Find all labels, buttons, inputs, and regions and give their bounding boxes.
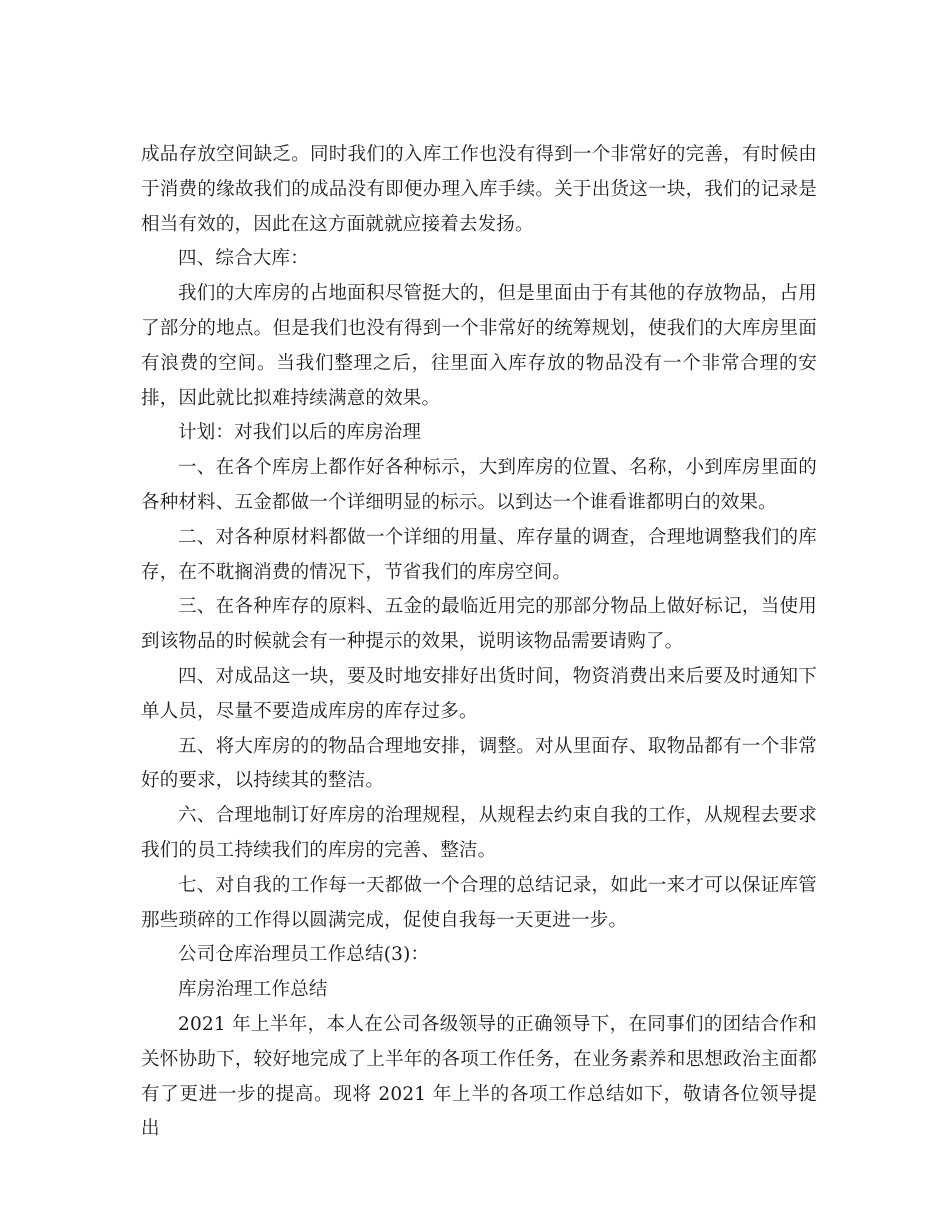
plan-item-5: 五、将大库房的的物品合理地安排，调整。对从里面存、取物品都有一个非常好的要求，以持续其的整洁。 [141,735,817,792]
paragraph-warehouse: 我们的大库房的占地面积尽管挺大的，但是里面由于有其他的存放物品，占用了部分的地点。但是我们也没有得到一个非常好的统筹规划，使我们的大库房里面有浪费的空间。当我们整理之后，往里面入库存放的物品没有一个非常合理的安排，因此就比拟难持续满意的效果。 [141,283,817,409]
heading-plan: 计划：对我们以后的库房治理 [178,422,422,444]
section-title-summary-3: 公司仓库治理员工作总结(3)： [178,944,430,966]
heading-section-four: 四、综合大库： [178,248,309,270]
plan-item-1: 一、在各个库房上都作好各种标示，大到库房的位置、名称，小到库房里面的各种材料、五金都做一个详细明显的标示。以到达一个谁看谁都明白的效果。 [141,457,817,513]
paragraph-summary-intro: 2021 年上半年，本人在公司各级领导的正确领导下，在同事们的团结合作和关怀协助下，较好地完成了上半年的各项工作任务，在业务素养和思想政治主面都有了更进一步的提高。现将 2021 年上半的各项工作总结如下，敬请各位领导提出 [141,1013,817,1140]
plan-item-3: 三、在各种库存的原料、五金的最临近用完的那部分物品上做好标记，当使用到该物品的时候就会有一种提示的效果，说明该物品需要请购了。 [141,596,817,653]
document-body [141,138,817,1147]
plan-item-2: 二、对各种原材料都做一个详细的用量、库存量的调查，合理地调整我们的库存，在不耽搁消费的情况下，节省我们的库房空间。 [141,526,817,583]
plan-item-6: 六、合理地制订好库房的治理规程，从规程去约束自我的工作，从规程去要求我们的员工持续我们的库房的完善、整洁。 [141,805,817,861]
section-subtitle: 库房治理工作总结 [178,979,328,1001]
plan-item-4: 四、对成品这一块，要及时地安排好出货时间，物资消费出来后要及时通知下单人员，尽量不要造成库房的库存过多。 [141,665,817,722]
plan-item-7: 七、对自我的工作每一天都做一个合理的总结记录，如此一来才可以保证库管那些琐碎的工作得以圆满完成，促使自我每一天更进一步。 [141,874,817,931]
paragraph-1: 成品存放空间缺乏。同时我们的入库工作也没有得到一个非常好的完善，有时候由于消费的缘故我们的成品没有即便办理入库手续。关于出货这一块，我们的记录是相当有效的，因此在这方面就就应接着去发扬。 [141,144,817,235]
